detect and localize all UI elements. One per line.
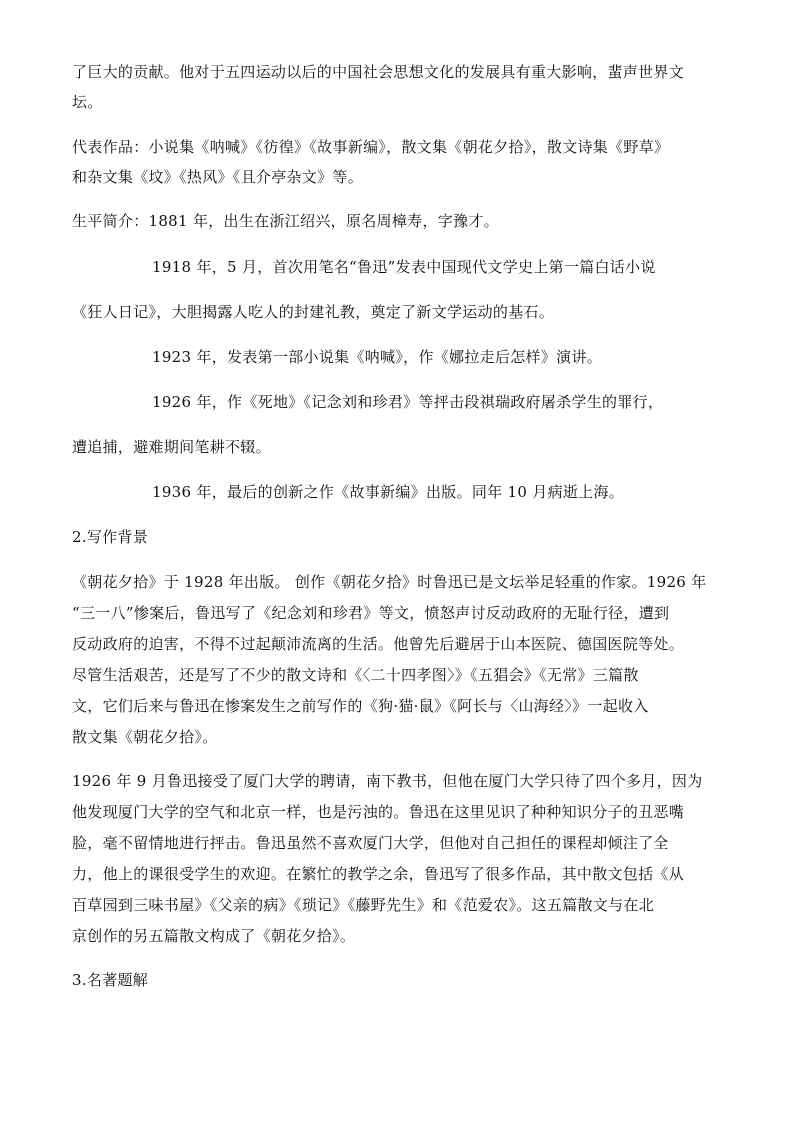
background-paragraph-2-line: 他发现厦门大学的空气和北京一样，也是污浊的。鲁迅在这里见识了种种知识分子的丑恶嘴 [72,803,685,821]
intro-line: 坛。 [72,93,103,111]
biography-entry-1923: 1923 年，发表第一部小说集《呐喊》，作《娜拉走后怎样》演讲。 [152,348,603,366]
section-heading-title-explanation: 3.名著题解 [72,971,149,989]
background-paragraph-2-line: 百草园到三味书屋》《父亲的病》《琐记》《藤野先生》和《范爱农》。这五篇散文与在北 [72,896,655,914]
background-paragraph-1-line: “三一八”惨案后，鲁迅写了《纪念刘和珍君》等文，愤怒声讨反动政府的无耻行径，遭到 [72,604,670,622]
works-line: 代表作品：小说集《呐喊》《彷徨》《故事新编》，散文集《朝花夕拾》，散文诗集《野草》 [72,138,670,156]
biography-entry-1926: 1926 年，作《死地》《记念刘和珍君》等抨击段祺瑞政府屠杀学生的罪行， [152,393,664,411]
intro-line: 了巨大的贡献。他对于五四运动以后的中国社会思想文化的发展具有重大影响，蜚声世界文 [72,63,685,81]
biography-entry-1936: 1936 年，最后的创新之作《故事新编》出版。同年 10 月病逝上海。 [152,483,625,501]
background-paragraph-2-line: 京创作的另五篇散文构成了《朝花夕拾》。 [72,927,356,945]
biography-entry-1918-cont: 《狂人日记》，大胆揭露人吃人的封建礼教，奠定了新文学运动的基石。 [72,303,555,321]
background-paragraph-2-line: 力，他上的课很受学生的欢迎。在繁忙的教学之余，鲁迅写了很多作品，其中散文包括《从 [72,865,685,883]
background-paragraph-1-line: 《朝花夕拾》于 1928 年出版。 创作《朝花夕拾》时鲁迅已是文坛举足轻重的作家。1926 年 [72,573,707,591]
biography-summary: 生平简介：1881 年，出生在浙江绍兴，原名周樟寿，字豫才。 [72,212,499,230]
biography-entry-1918: 1918 年，5 月，首次用笔名“鲁迅”发表中国现代文学史上第一篇白话小说 [152,258,656,276]
background-paragraph-2-line: 1926 年 9 月鲁迅接受了厦门大学的聘请，南下教书，但他在厦门大学只待了四个多月，因为 [72,772,703,790]
background-paragraph-1-line: 散文集《朝花夕拾》。 [72,728,218,746]
works-line: 和杂文集《坟》《热风》《且介亭杂文》等。 [72,168,364,186]
background-paragraph-1-line: 尽管生活艰苦，还是写了不少的散文诗和《〈二十四孝图〉》《五猖会》《无常》三篇散 [72,666,639,684]
biography-entry-1926-cont: 遭追捕，避难期间笔耕不辍。 [72,438,271,456]
background-paragraph-2-line: 脸，毫不留情地进行抨击。鲁迅虽然不喜欢厦门大学，但他对自己担任的课程却倾注了全 [72,834,669,852]
section-heading-writing-background: 2.写作背景 [72,528,149,546]
background-paragraph-1-line: 反动政府的迫害，不得不过起颠沛流离的生活。他曾先后避居于山本医院、德国医院等处。 [72,635,685,653]
background-paragraph-1-line: 文，它们后来与鲁迅在惨案发生之前写作的《狗·猫·鼠》《阿长与〈山海经〉》一起收入 [72,697,649,715]
